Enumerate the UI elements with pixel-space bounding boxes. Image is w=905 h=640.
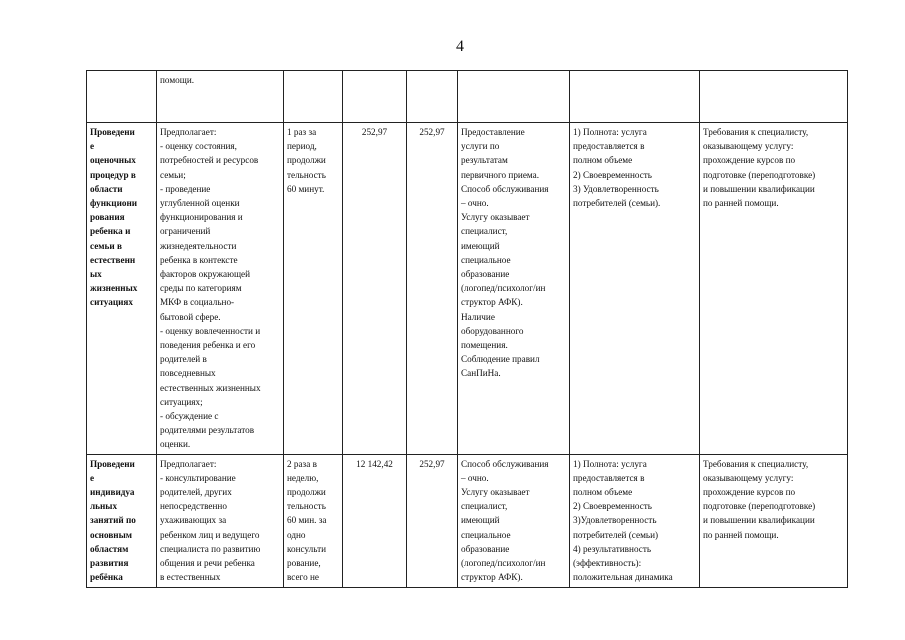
cell-line: 3) Удовлетворенность	[573, 183, 659, 194]
conditions-cell	[458, 454, 570, 587]
cell-line: потребностей и ресурсов	[160, 155, 259, 166]
cost-value: 12 142,42	[356, 458, 393, 469]
cell-line: 2 раза в	[287, 458, 317, 469]
cell-line: естественн	[90, 254, 136, 265]
cell-line: оказывающему услугу:	[703, 141, 794, 152]
cell-line: индивидуа	[90, 487, 135, 498]
cell-line: 1) Полнота: услуга	[573, 458, 647, 469]
cell-line: Способ обслуживания	[461, 458, 549, 469]
cell-line: оценки.	[160, 439, 191, 450]
cell-line: – очно.	[461, 198, 489, 209]
cell-line: помещения.	[461, 340, 508, 351]
cell-line: продолжи	[287, 487, 326, 498]
cell-line: ситуациях	[90, 297, 133, 308]
cell-line: Наличие	[461, 311, 495, 322]
cell-line: 1) Полнота: услуга	[573, 127, 647, 137]
cell-line: - консультирование	[160, 472, 236, 483]
service-name-cell	[87, 454, 157, 587]
cell-line: имеющий	[461, 515, 500, 526]
cell-line: по ранней помощи.	[703, 529, 779, 540]
cell-empty	[284, 71, 343, 123]
cell-line: потребителей (семьи)	[573, 529, 659, 540]
cell-line: поведения ребенка и его	[160, 340, 256, 351]
cell-content	[157, 71, 284, 123]
cell-line: предоставляется в	[573, 141, 645, 152]
cell-line: специальное	[461, 529, 511, 540]
cell-line: ограничений	[160, 226, 211, 237]
cell-line: е	[90, 141, 95, 152]
cell-line: процедур в	[90, 169, 136, 180]
cell-line: оценочных	[90, 155, 136, 166]
cell-line: - оценку состояния,	[160, 141, 237, 152]
requirements-cell	[700, 454, 848, 587]
cell-line: естественных жизненных	[160, 382, 261, 393]
services-table	[86, 70, 848, 588]
cell-line: полном объеме	[573, 155, 633, 166]
cell-line: общения и речи ребенка	[160, 558, 255, 569]
cell-line: областям	[90, 543, 129, 554]
cell-line: период,	[287, 141, 317, 152]
cell-line: Услугу оказывает	[461, 487, 530, 498]
cell-line: функциони	[90, 198, 138, 209]
cell-line: 2) Своевременность	[573, 501, 652, 512]
cell-line: (логопед/психолог/ин	[461, 283, 546, 294]
cell-empty	[407, 71, 458, 123]
cell-line: области	[90, 183, 123, 194]
cell-line: функционирования и	[160, 212, 243, 223]
cell-line: льных	[90, 501, 118, 512]
cell-line: специалист,	[461, 501, 508, 512]
cell-line: родителей в	[160, 354, 207, 365]
cell-line: специальное	[461, 254, 511, 265]
cell-line: развития	[90, 558, 129, 569]
cell-line: Требования к специалисту,	[703, 458, 809, 469]
cell-line: рования	[90, 212, 125, 223]
cell-line: е	[90, 472, 95, 483]
cell-line: Проведени	[90, 458, 135, 469]
cell-line: ребенка и	[90, 226, 131, 237]
service-content-cell	[157, 123, 284, 455]
cell-line: родителями результатов	[160, 425, 255, 436]
cell-line: оборудованного	[461, 325, 524, 336]
cell-line: (логопед/психолог/ин	[461, 558, 546, 569]
cell-line: результатам	[461, 155, 508, 166]
frequency-cell	[284, 454, 343, 587]
cell-line: первичного приема.	[461, 169, 540, 180]
cell-line: - проведение	[160, 183, 211, 194]
cell-line: и повышении квалификации	[703, 183, 815, 194]
cell-line: МКФ в социально-	[160, 297, 235, 308]
cell-line: продолжи	[287, 155, 326, 166]
table-row-continuation	[87, 71, 848, 123]
cell-line: положительная динамика	[573, 572, 673, 583]
cell-line: 3)Удовлетворенность	[573, 515, 657, 526]
cell-line: факторов окружающей	[160, 269, 251, 280]
cell-empty	[458, 71, 570, 123]
cell-line: - оценку вовлеченности и	[160, 325, 261, 336]
cost-cell	[343, 454, 407, 587]
cost-cell	[343, 123, 407, 455]
cell-line: специалист,	[461, 226, 508, 237]
cell-line: и повышении квалификации	[703, 515, 815, 526]
page-number-text: 4	[456, 38, 464, 55]
cell-line: ухаживающих за	[160, 515, 227, 526]
cell-line: ребенка в контексте	[160, 254, 238, 265]
cell-line: непосредственно	[160, 501, 227, 512]
cell-empty	[570, 71, 700, 123]
cell-line: 4) результативность	[573, 543, 652, 554]
cell-empty	[343, 71, 407, 123]
cell-line: жизнедеятельности	[160, 240, 237, 251]
cell-line: тельность	[287, 169, 326, 180]
cell-line: Предоставление	[461, 127, 525, 137]
cell-line: основным	[90, 529, 133, 540]
cell-line: среды по категориям	[160, 283, 242, 294]
frequency-cell	[284, 123, 343, 455]
cell-line: полном объеме	[573, 487, 633, 498]
cell-line: по ранней помощи.	[703, 198, 779, 209]
cell-line: структор АФК).	[461, 297, 523, 308]
cell-line: предоставляется в	[573, 472, 645, 483]
cell-line: (эффективность):	[573, 558, 642, 569]
service-content-cell	[157, 454, 284, 587]
cell-line: всего не	[287, 572, 319, 583]
cell-line: занятий по	[90, 515, 136, 526]
quality-cell	[570, 454, 700, 587]
cell-line: 60 минут.	[287, 183, 325, 194]
price-cell	[407, 123, 458, 455]
cell-line: образование	[461, 543, 510, 554]
cell-line: ребёнка	[90, 572, 123, 583]
cell-line: жизненных	[90, 283, 138, 294]
price-value: 252,97	[419, 127, 445, 137]
cell-line: в естественных	[160, 572, 221, 583]
cell-line: – очно.	[461, 472, 489, 483]
cell-line: бытовой сфере.	[160, 311, 221, 322]
cell-line: семьи;	[160, 169, 186, 180]
cell-line: прохождение курсов по	[703, 487, 796, 498]
cell-line: ребенком лиц и ведущего	[160, 529, 260, 540]
cell-line: Предполагает:	[160, 458, 217, 469]
conditions-cell	[458, 123, 570, 455]
cell-line: повседневных	[160, 368, 216, 379]
cell-line: неделю,	[287, 472, 319, 483]
cell-line: 2) Своевременность	[573, 169, 652, 180]
cell-line: структор АФК).	[461, 572, 523, 583]
cell-line: СанПиНа.	[461, 368, 501, 379]
price-cell	[407, 454, 458, 587]
content-text: помощи.	[160, 75, 195, 85]
cell-line: специалиста по развитию	[160, 543, 261, 554]
cell-line: образование	[461, 269, 510, 280]
cell-line: Способ обслуживания	[461, 183, 549, 194]
requirements-cell	[700, 123, 848, 455]
service-name-cell	[87, 123, 157, 455]
cell-line: Услугу оказывает	[461, 212, 530, 223]
cell-line: тельность	[287, 501, 326, 512]
cell-line: семьи в	[90, 240, 122, 251]
cell-line: консульти	[287, 543, 327, 554]
cell-line: услуги по	[461, 141, 500, 152]
table-row	[87, 123, 848, 455]
cell-line: Соблюдение правил	[461, 354, 540, 365]
cost-value: 252,97	[361, 127, 388, 137]
cell-line: 1 раз за	[287, 127, 317, 137]
table-row	[87, 454, 848, 587]
cell-line: оказывающему услугу:	[703, 472, 794, 483]
cell-line: родителей, других	[160, 487, 232, 498]
cell-line: подготовке (переподготовке)	[703, 501, 816, 512]
quality-cell	[570, 123, 700, 455]
cell-empty	[87, 71, 157, 123]
cell-line: одно	[287, 529, 306, 540]
cell-line: подготовке (переподготовке)	[703, 169, 816, 180]
price-value: 252,97	[419, 458, 445, 469]
cell-line: потребителей (семьи).	[573, 198, 661, 209]
cell-line: имеющий	[461, 240, 500, 251]
cell-line: ситуациях;	[160, 396, 203, 407]
cell-line: ых	[90, 269, 102, 280]
cell-line: рование,	[287, 558, 321, 569]
cell-line: Предполагает:	[160, 127, 217, 137]
cell-line: прохождение курсов по	[703, 155, 796, 166]
cell-line: - обсуждение с	[160, 411, 219, 422]
cell-line: Требования к специалисту,	[703, 127, 809, 137]
cell-line: 60 мин. за	[287, 515, 327, 526]
cell-empty	[700, 71, 848, 123]
cell-line: Проведени	[90, 127, 135, 137]
cell-line: углубленной оценки	[160, 198, 240, 209]
